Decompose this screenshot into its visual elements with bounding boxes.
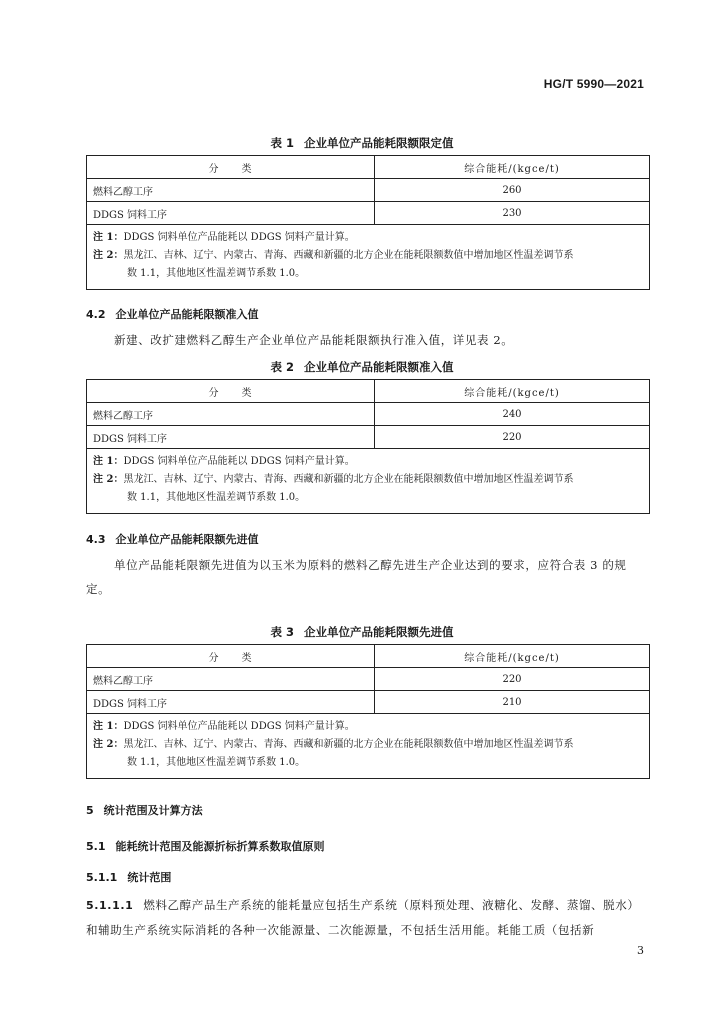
- table-row: [87, 380, 650, 403]
- category-cell: 燃料乙醇工序: [87, 179, 375, 202]
- table-1: [86, 155, 650, 290]
- table-row: [87, 426, 650, 449]
- note-2: 注 2：黑龙江、吉林、辽宁、内蒙古、青海、西藏和新疆的北方企业在能耗限额数值中增加地区性温差调节系: [93, 474, 574, 485]
- clause-number: 5.1.1.1: [86, 899, 134, 912]
- note-1: 注 1：DDGS 饲料单位产品能耗以 DDGS 饲料产量计算。: [93, 721, 355, 732]
- category-cell: DDGS 饲料工序: [87, 202, 375, 225]
- value-cell: 260: [375, 179, 650, 202]
- value-cell: 220: [375, 668, 650, 691]
- table-notes: [87, 225, 650, 290]
- table-3: [86, 644, 650, 779]
- value-cell: 230: [375, 202, 650, 225]
- category-cell: 燃料乙醇工序: [87, 403, 375, 426]
- table-3-number: 表 3: [270, 625, 294, 639]
- table-3-title: 企业单位产品能耗限额先进值: [304, 625, 454, 639]
- note-2: 注 2：黑龙江、吉林、辽宁、内蒙古、青海、西藏和新疆的北方企业在能耗限额数值中增加地区性温差调节系: [93, 250, 574, 261]
- table-3-caption: [0, 624, 724, 640]
- section-heading-4-3: 4.3 企业单位产品能耗限额先进值: [86, 533, 259, 546]
- table-row: [87, 403, 650, 426]
- table-row: [87, 668, 650, 691]
- column-header: 综合能耗/(kgce/t): [375, 380, 650, 403]
- clause-5-1-1-1: [86, 893, 650, 942]
- table-row: [87, 691, 650, 714]
- table-row: [87, 156, 650, 179]
- table-notes-row: [87, 714, 650, 779]
- table-2-title: 企业单位产品能耗限额准入值: [304, 360, 454, 374]
- table-1-caption: [0, 135, 724, 151]
- category-cell: DDGS 饲料工序: [87, 426, 375, 449]
- value-cell: 220: [375, 426, 650, 449]
- category-cell: DDGS 饲料工序: [87, 691, 375, 714]
- note-1: 注 1：DDGS 饲料单位产品能耗以 DDGS 饲料产量计算。: [93, 232, 355, 243]
- note-2-continuation: 数 1.1，其他地区性温差调节系数 1.0。: [127, 757, 306, 768]
- column-header: 综合能耗/(kgce/t): [375, 645, 650, 668]
- standard-code: HG/T 5990—2021: [543, 77, 644, 91]
- section-heading-4-2: 4.2 企业单位产品能耗限额准入值: [86, 308, 259, 321]
- category-cell: 燃料乙醇工序: [87, 668, 375, 691]
- note-1: 注 1：DDGS 饲料单位产品能耗以 DDGS 饲料产量计算。: [93, 456, 355, 467]
- section-4-3-text: 单位产品能耗限额先进值为以玉米为原料的燃料乙醇先进生产企业达到的要求，应符合表 3 的规定。: [86, 558, 627, 596]
- value-cell: 210: [375, 691, 650, 714]
- table-2-number: 表 2: [270, 360, 294, 374]
- section-heading-5-1-1: 5.1.1 统计范围: [86, 871, 172, 884]
- column-header: 分 类: [87, 380, 375, 403]
- note-2: 注 2：黑龙江、吉林、辽宁、内蒙古、青海、西藏和新疆的北方企业在能耗限额数值中增加地区性温差调节系: [93, 739, 574, 750]
- table-notes: [87, 714, 650, 779]
- section-4-2-text: 新建、改扩建燃料乙醇生产企业单位产品能耗限额执行准入值，详见表 2。: [114, 333, 514, 347]
- note-2-continuation: 数 1.1，其他地区性温差调节系数 1.0。: [127, 492, 306, 503]
- page-number: 3: [637, 944, 644, 957]
- table-notes: [87, 449, 650, 514]
- table-row: [87, 202, 650, 225]
- table-2-caption: [0, 359, 724, 375]
- note-2-continuation: 数 1.1，其他地区性温差调节系数 1.0。: [127, 268, 306, 279]
- column-header: 综合能耗/(kgce/t): [375, 156, 650, 179]
- table-notes-row: [87, 449, 650, 514]
- table-1-title: 企业单位产品能耗限额限定值: [304, 136, 454, 150]
- value-cell: 240: [375, 403, 650, 426]
- table-row: [87, 645, 650, 668]
- table-1-number: 表 1: [270, 136, 294, 150]
- column-header: 分 类: [87, 645, 375, 668]
- table-2: [86, 379, 650, 514]
- column-header: 分 类: [87, 156, 375, 179]
- table-row: [87, 179, 650, 202]
- section-heading-5-1: 5.1 能耗统计范围及能源折标折算系数取值原则: [86, 840, 325, 853]
- table-notes-row: [87, 225, 650, 290]
- section-heading-5: 5 统计范围及计算方法: [86, 804, 203, 817]
- clause-text: 燃料乙醇产品生产系统的能耗量应包括生产系统（原料预处理、液糖化、发酵、蒸馏、脱水）和辅助生产系统实际消耗的各种一次能源量、二次能源量，不包括生活用能。耗能工质（包括新: [86, 898, 640, 937]
